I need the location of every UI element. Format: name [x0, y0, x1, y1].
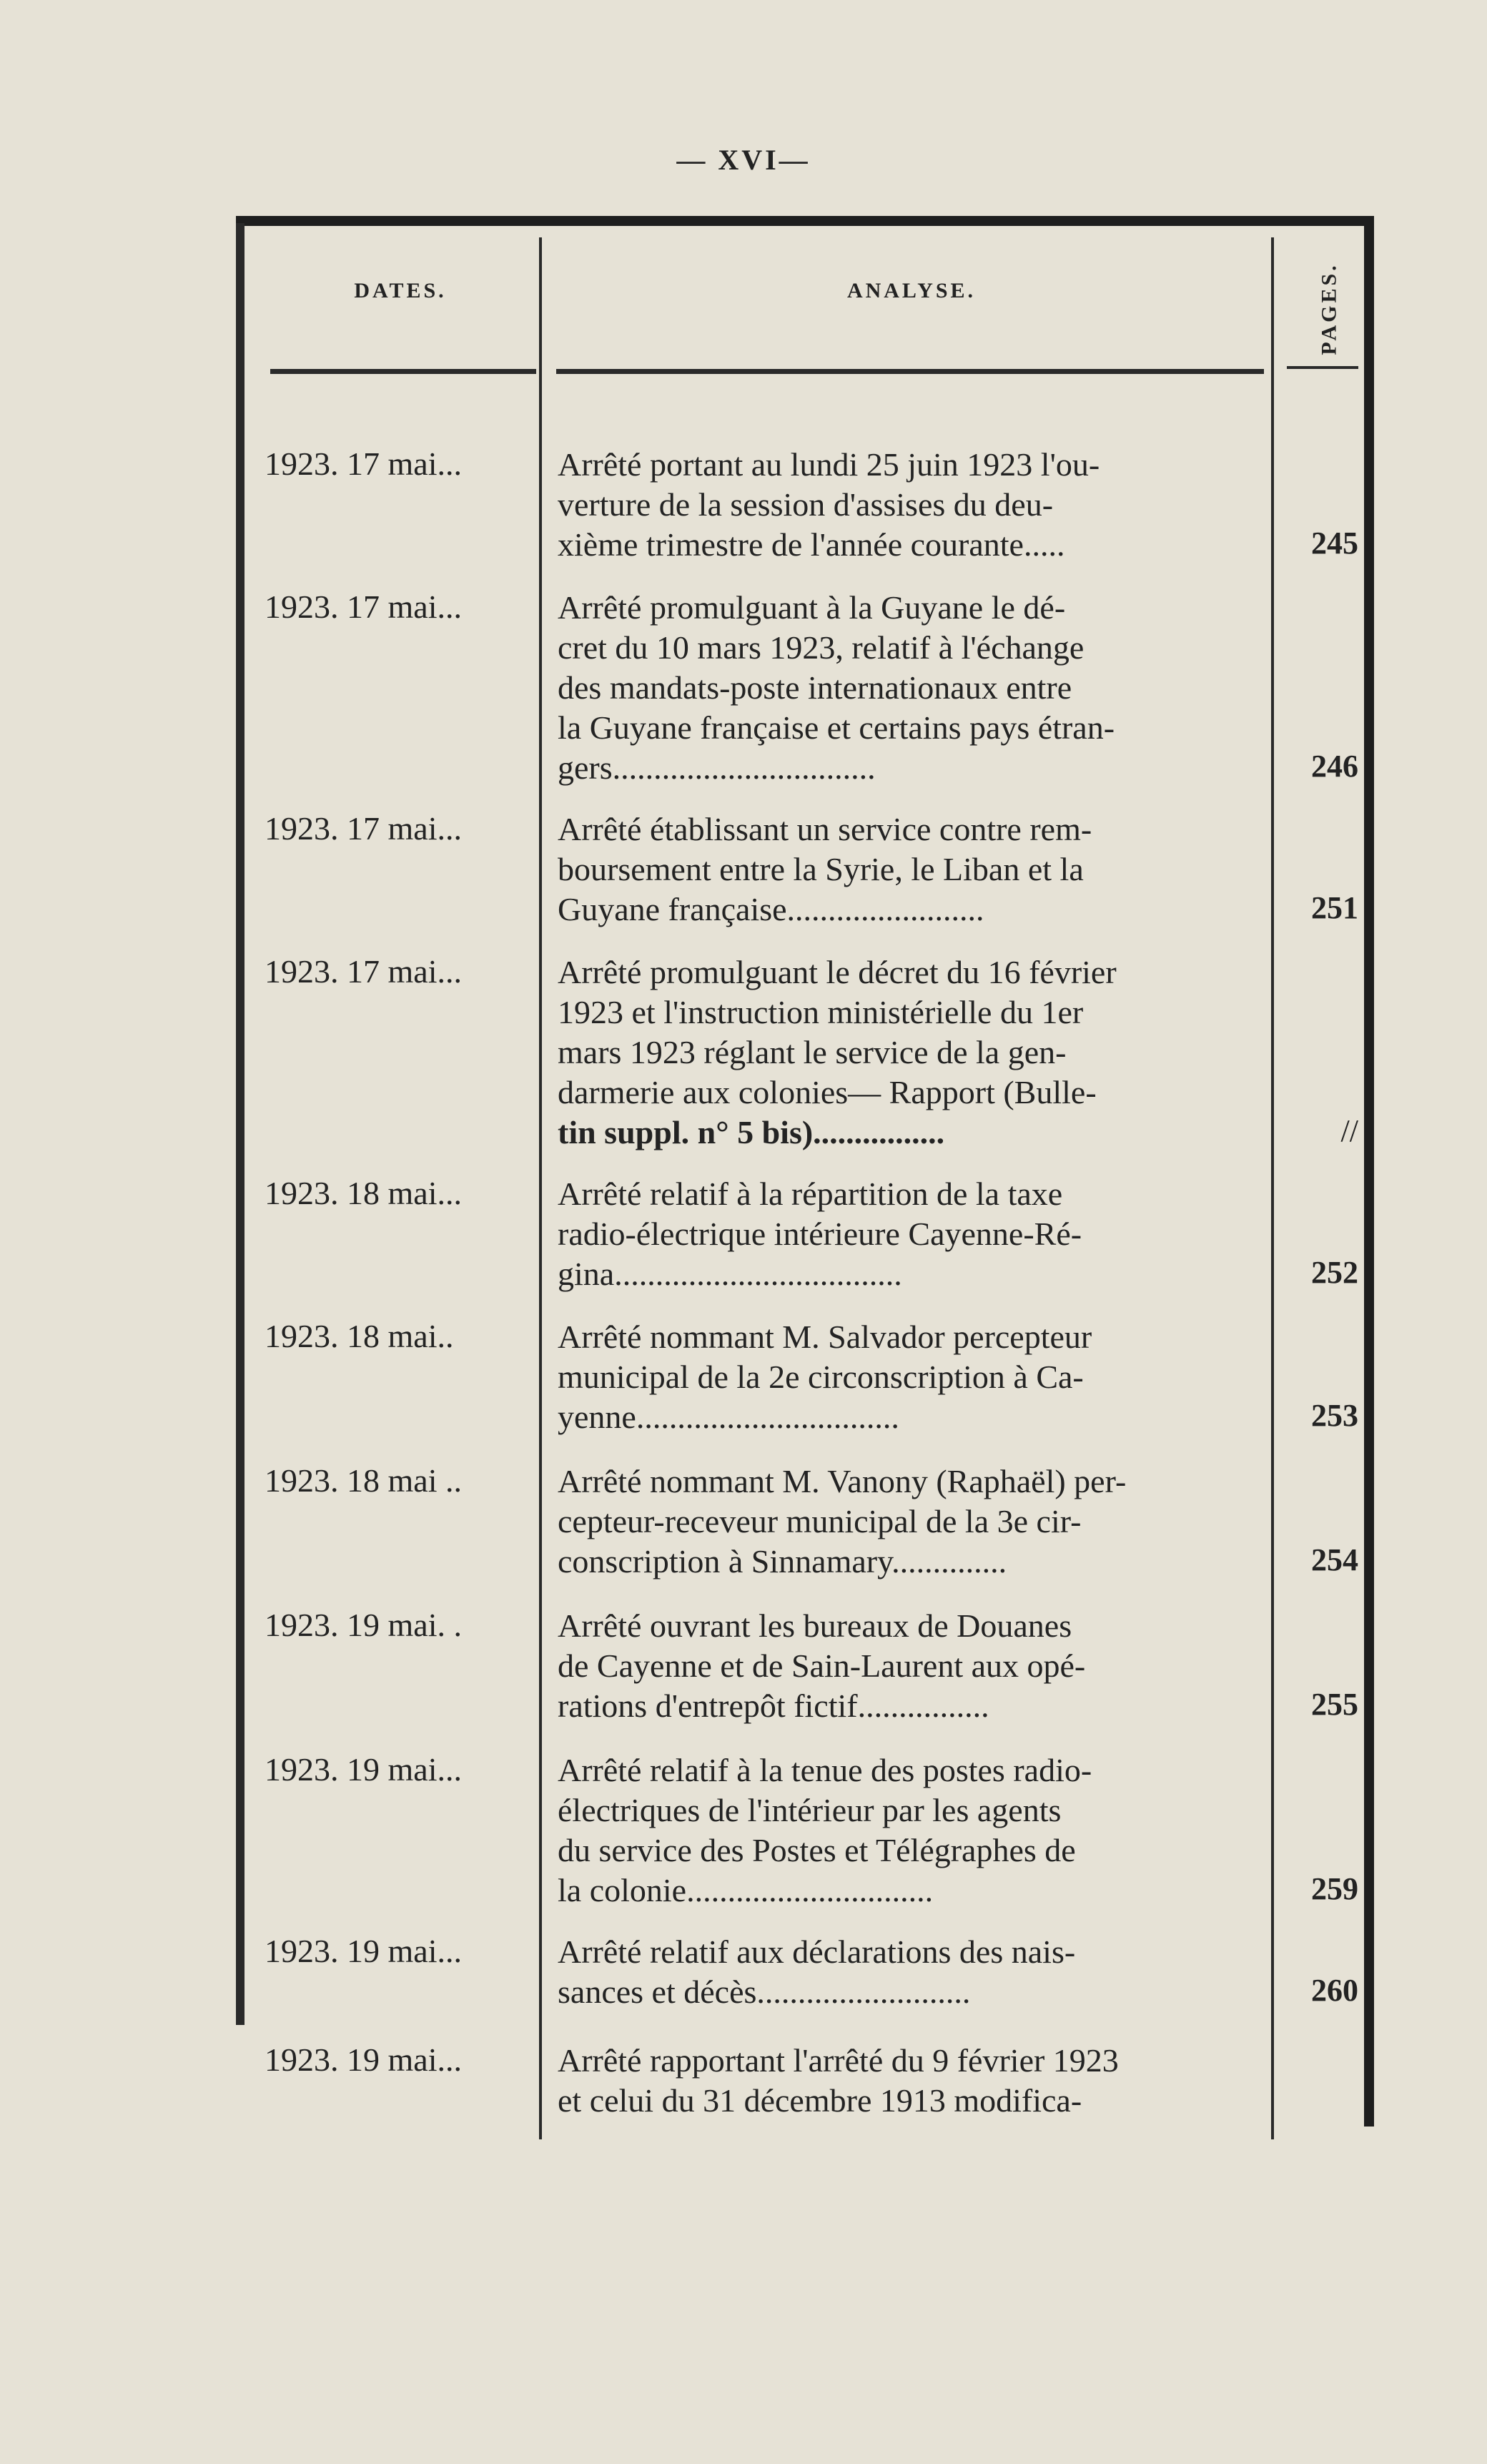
analyse-line: darmerie aux colonies— Rapport (Bulle-: [558, 1074, 1097, 1110]
index-table: [236, 216, 1374, 2127]
analyse-line: du service des Postes et Télégraphes de: [558, 1832, 1076, 1868]
analyse-line: mars 1923 réglant le service de la gen-: [558, 1034, 1067, 1070]
analyse-line: Arrêté établissant un service contre rem-: [558, 811, 1092, 847]
entry-page: 251: [1311, 890, 1358, 925]
analyse-line: yenne................................: [558, 1399, 899, 1435]
entry-analyse: [558, 445, 1294, 565]
entry-date: 1923. 18 mai...: [265, 1175, 462, 1211]
entry-date: 1923. 17 mai...: [265, 588, 462, 625]
entry-page: //: [1340, 1113, 1358, 1148]
table-top-rule: [236, 216, 1374, 226]
entry-analyse: [558, 2041, 1294, 2121]
analyse-line: sances et décès..........................: [558, 1973, 971, 2010]
entry-date: 1923. 17 mai...: [265, 810, 462, 847]
entry-analyse: [558, 1462, 1294, 1582]
analyse-column-header: ANALYSE.: [846, 279, 977, 302]
analyse-line: Arrêté relatif à la tenue des postes radio-: [558, 1752, 1092, 1788]
table-right-rule: [1364, 223, 1374, 2127]
dates-column-header: DATES.: [354, 279, 447, 302]
analyse-line: la colonie..............................: [558, 1872, 934, 1908]
entry-analyse: [558, 588, 1294, 788]
analyse-line: Arrêté nommant M. Salvador percepteur: [558, 1319, 1092, 1355]
entry-page: 254: [1311, 1542, 1358, 1577]
entry-analyse: [558, 809, 1294, 930]
entry-analyse: [558, 952, 1294, 1153]
analyse-line: Arrêté ouvrant les bureaux de Douanes: [558, 1607, 1072, 1644]
analyse-line: Arrêté portant au lundi 25 juin 1923 l'ou-: [558, 446, 1100, 483]
entry-date: 1923. 18 mai..: [265, 1318, 454, 1354]
analyse-line: gina...................................: [558, 1256, 902, 1292]
entry-date: 1923. 18 mai ..: [265, 1462, 462, 1499]
entry-page: 255: [1311, 1687, 1358, 1722]
analyse-line: municipal de la 2e circonscription à Ca-: [558, 1359, 1084, 1395]
analyse-line: boursement entre la Syrie, le Liban et la: [558, 851, 1084, 887]
analyse-line: conscription à Sinnamary..............: [558, 1543, 1007, 1580]
entry-page: 252: [1311, 1255, 1358, 1290]
analyse-header-rule: [556, 369, 1264, 374]
entry-analyse: [558, 1932, 1294, 2012]
entry-page: 246: [1311, 749, 1358, 784]
analyse-line: des mandats-poste internationaux entre: [558, 669, 1072, 706]
pages-column-header-box: [1294, 245, 1365, 373]
analyse-line: cret du 10 mars 1923, relatif à l'échange: [558, 629, 1085, 666]
entry-page: 260: [1311, 1973, 1358, 2008]
entry-date: 1923. 19 mai...: [265, 2041, 462, 2078]
analyse-line: tin suppl. n° 5 bis)................: [558, 1114, 945, 1150]
entry-analyse: [558, 1750, 1294, 1911]
entry-date: 1923. 17 mai...: [265, 953, 462, 990]
dates-header-rule: [270, 369, 536, 374]
table-left-rule: [236, 223, 244, 2025]
analyse-line: 1923 et l'instruction ministérielle du 1er: [558, 994, 1084, 1030]
analyse-line: cepteur-receveur municipal de la 3e cir-: [558, 1503, 1082, 1539]
analyse-line: xième trimestre de l'année courante.....: [558, 526, 1065, 563]
analyse-line: radio-électrique intérieure Cayenne-Ré-: [558, 1216, 1082, 1252]
analyse-line: Arrêté nommant M. Vanony (Raphaël) per-: [558, 1463, 1127, 1499]
entry-date: 1923. 19 mai. .: [265, 1607, 462, 1643]
entry-analyse: [558, 1317, 1294, 1437]
analyse-line: Arrêté relatif à la répartition de la taxe: [558, 1176, 1063, 1212]
analyse-line: Guyane française........................: [558, 891, 984, 927]
analyse-line: électriques de l'intérieur par les agents: [558, 1792, 1062, 1828]
entry-page: 245: [1311, 526, 1358, 561]
analyse-line: Arrêté rapportant l'arrêté du 9 février 1923: [558, 2042, 1119, 2079]
analyse-line: gers................................: [558, 749, 876, 786]
entry-date: 1923. 17 mai...: [265, 445, 462, 482]
entry-date: 1923. 19 mai...: [265, 1933, 462, 1969]
analyse-line: de Cayenne et de Sain-Laurent aux opé-: [558, 1647, 1086, 1684]
analyse-line: Arrêté relatif aux déclarations des nais-: [558, 1933, 1076, 1970]
entry-page: 253: [1311, 1398, 1358, 1433]
analyse-line: la Guyane française et certains pays étran-: [558, 709, 1115, 746]
analyse-line: Arrêté promulguant le décret du 16 février: [558, 954, 1117, 990]
analyse-line: et celui du 31 décembre 1913 modifica-: [558, 2082, 1082, 2119]
analyse-line: rations d'entrepôt fictif................: [558, 1687, 989, 1724]
entry-analyse: [558, 1606, 1294, 1726]
analyse-line: Arrêté promulguant à la Guyane le dé-: [558, 589, 1066, 626]
pages-column-header: PAGES.: [1318, 262, 1342, 355]
page-folio: — XVI—: [676, 144, 811, 176]
entry-date: 1923. 19 mai...: [265, 1751, 462, 1788]
analyse-line: verture de la session d'assises du deu-: [558, 486, 1054, 523]
entry-analyse: [558, 1174, 1294, 1294]
entry-page: 259: [1311, 1871, 1358, 1906]
